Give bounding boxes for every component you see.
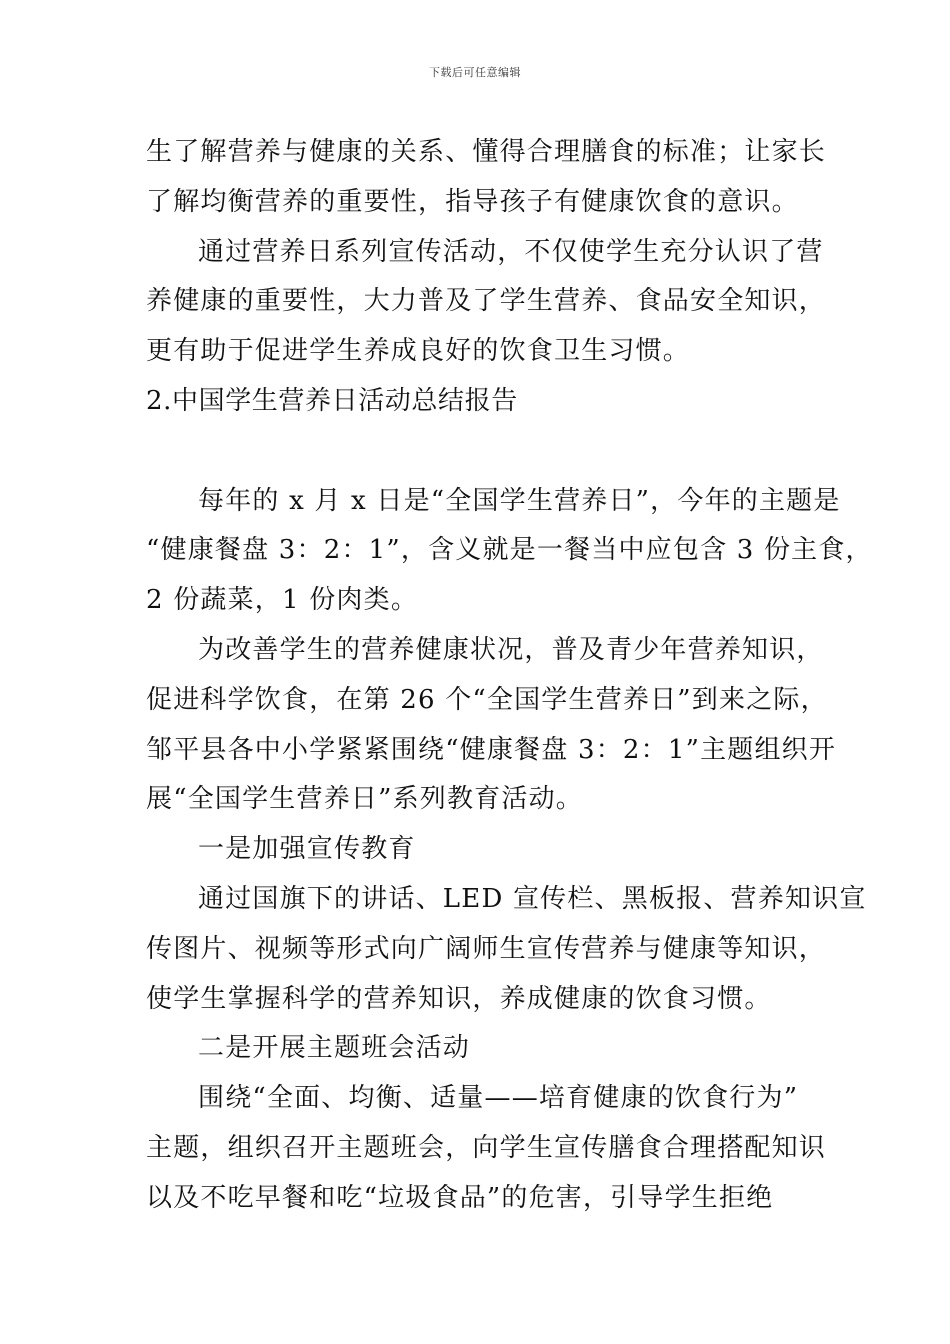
paragraph-line: 展“全国学生营养日”系列教育活动。 — [146, 784, 583, 815]
paragraph-line: 为改善学生的营养健康状况，普及青少年营养知识， — [198, 634, 824, 665]
paragraph-line: 了解均衡营养的重要性，指导孩子有健康饮食的意识。 — [146, 186, 799, 217]
paragraph-line: 通过国旗下的讲话、LED 宣传栏、黑板报、营养知识宣 — [198, 883, 867, 914]
paragraph-line: 促进科学饮食，在第 26 个“全国学生营养日”到来之际， — [146, 684, 828, 715]
paragraph-line: 养健康的重要性，大力普及了学生营养、食品安全知识， — [146, 286, 827, 317]
paragraph-line: 使学生掌握科学的营养知识，养成健康的饮食习惯。 — [146, 983, 772, 1014]
paragraph-line: “健康餐盘 3：2：1”，含义就是一餐当中应包含 3 份主食， — [146, 535, 873, 566]
paragraph-line: 传图片、视频等形式向广阔师生宣传营养与健康等知识， — [146, 933, 827, 964]
document-body — [146, 128, 873, 1224]
paragraph-line: 通过营养日系列宣传活动，不仅使学生充分认识了营 — [198, 236, 824, 267]
paragraph-line: 生了解营养与健康的关系、懂得合理膳食的标准；让家长 — [146, 137, 827, 167]
paragraph-line: 更有助于促进学生养成良好的饮食卫生习惯。 — [146, 336, 691, 367]
paragraph-line: 每年的 x 月 x 日是“全国学生营养日”，今年的主题是 — [198, 485, 841, 516]
page-header: 下载后可任意编辑 — [429, 66, 521, 79]
paragraph-line: 2 份蔬菜，1 份肉类。 — [146, 585, 419, 616]
paragraph-line: 邹平县各中小学紧紧围绕“健康餐盘 3：2：1”主题组织开 — [146, 734, 837, 765]
subheading: 二是开展主题班会活动 — [198, 1033, 471, 1064]
section-heading: 2.中国学生营养日活动总结报告 — [146, 385, 518, 416]
paragraph-line: 主题，组织召开主题班会，向学生宣传膳食合理搭配知识 — [146, 1132, 827, 1163]
blank-line — [146, 427, 826, 477]
subheading: 一是加强宣传教育 — [198, 834, 416, 865]
paragraph-line: 围绕“全面、均衡、适量——培育健康的饮食行为” — [198, 1083, 799, 1114]
paragraph-line: 以及不吃早餐和吃“垃圾食品”的危害，引导学生拒绝 — [146, 1182, 774, 1213]
